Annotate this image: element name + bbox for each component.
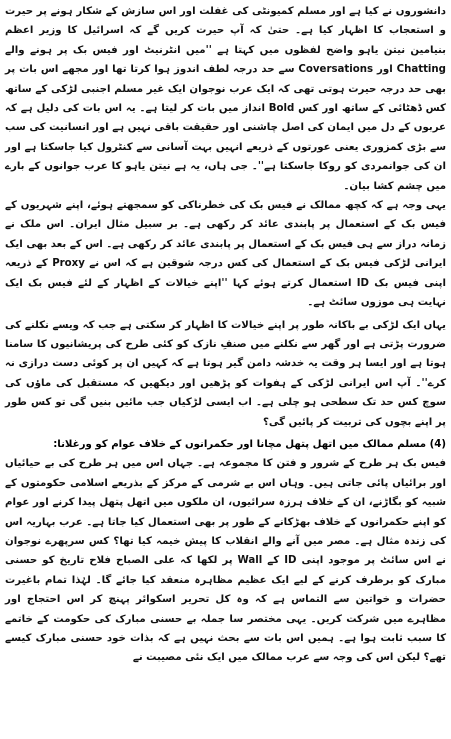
- paragraph-iran-ban: یہی وجہ ہے کہ کچھ ممالک نے فیس بک کی خطرناکی کو سمجھتے ہوئے، اپنے شہریوں کے فیس بک کے استعمال پر پابندی عائد کر رکھی ہے۔ بر سبیل مثال ایران۔ اس ملک نے زمانہ دراز سے ہی فیس بک کے استعمال پر پابندی عائد کر رکھی ہے۔ اس کے بعد بھی ایک ایرانی لڑکی فیس بک کے استعمال کی کس درجہ شوقین ہے کہ اس نے Proxy کے ذریعہ اپنی فیس بک ID استعمال کرتے ہوئے کہا ''اپنے خیالات کے اظہار کے لئے فیس بک ایک نہایت ہی موزوں سائٹ ہے۔: [5, 200, 446, 309]
- paragraph-arab-spring: فیس بک ہر طرح کے شرور و فتن کا مجموعہ ہے۔ جہاں اس میں ہر طرح کی بے حیائیاں اور برائیاں پائی جاتی ہیں۔ وہاں اس بے شرمی کے مرکز کے بذریعے اسلامی حکومتوں کے شبیہ کو بگاڑنے، ان کے خلاف ہرزہ سرائیوں، ان ملکوں میں اتھل پتھل پیدا کرنے اور عوام کو اپنے حکمرانوں کے خلاف بھڑکانے کے طور پر بھی استعمال کیا جاتا ہے۔ عرب بہاریہ اس کی زندہ مثال ہے۔ مصر میں آنے والے انقلاب کا پیش خیمہ کیا تھا؟ کس سرپھرے نوجوان نے اس سائٹ پر موجود اپنی ID کے Wall پر لکھا کہ علی الصباح فلاح تاریخ کو حسنی مبارک کو برطرف کرنے کے لیے ایک عظیم مظاہرہ منعقد کیا جائے گا۔ لہٰذا تمام باغیرت حضرات و خواتین سے التماس ہے کہ وہ کل تحریر اسکوائر پہنچ کر اس احتجاج اور مظاہرے میں شرکت کریں۔ یہی مختصر سا جملہ بے حسنی مبارک کی حکومت کے خاتمے کا سبب ثابت ہوا ہے۔ ہمیں اس بات سے بحث نہیں ہے کہ بذات خود حسنی مبارک کیسے تھے؟ لیکن اس کی وجہ سے عرب ممالک میں ایک نئی مصیبت نے: [5, 458, 446, 664]
- section-heading-4: (4) مسلم ممالک میں اتھل پتھل مچانا اور حکمرانوں کے خلاف عوام کو ورغلانا:: [53, 438, 446, 450]
- paragraph-netanyahu-statement: دانشوروں نے کیا ہے اور مسلم کمیونٹی کی غفلت اور اس سازش کے شکار ہونے پر حیرت و استعجاب کا اظہار کیا ہے۔ حتیٰ کہ آپ حیرت کریں گے کہ اسرائیل کا وزیر اعظم بنیامین نیتن یاہو واضح لفظوں میں کہتا ہے ''میں انٹرنیٹ اور فیس بک پر ہونے والے Chatting اور Coversations سے حد درجہ لطف اندوز ہوا کرتا تھا اور مجھے اس بات پر بھی حد درجہ حیرت ہوتی تھی کہ ایک عرب نوجوان ایک غیر مسلم اجنبی لڑکی کے ساتھ کس ڈھٹائی کے ساتھ اور کس Bold انداز میں بات کر لیتا ہے۔ یہ اس بات کی دلیل ہے کہ عربوں کے دل میں ایمان کی اصل چاشنی اور حقیقت باقی نہیں ہے اور انسانیت کی سب سے بڑی کمزوری یعنی عورتوں کے ذریعے انہیں بہت آسانی سے کنٹرول کیا جاسکتا ہے اور ان کی جوانمردی کو روکا جاسکتا ہے''۔ جی ہاں، یہ ہے نیتن یاہو کا عرب جوانوں کے بارے میں چشم کشا بیان۔: [5, 6, 446, 192]
- paragraph-iranian-girl: یہاں ایک لڑکی بے باکانہ طور پر اپنے خیالات کا اظہار کر سکتی ہے جب کہ ویسے نکلنے کی ضرورت پڑتی ہے اور گھر سے نکلنے میں صنفِ نازک کو کئی طرح کی پریشانیوں کا سامنا ہوتا ہے اور ایسا ہر وقت یہ خدشہ دامن گیر ہوتا ہے کہ کہیں ان پر کوئی دست درازی نہ کرے''۔ آپ اس ایرانی لڑکی کے ہفوات کو پڑھیں اور دیکھیں کہ مستقبل کی ماؤں کی سوچ کس حد تک سطحی ہو چلی ہے۔ اب ایسی لڑکیاں جب مائیں بنیں گی تو کس طور پر اپنے بچوں کی تربیت کر پائیں گی؟: [5, 319, 446, 428]
